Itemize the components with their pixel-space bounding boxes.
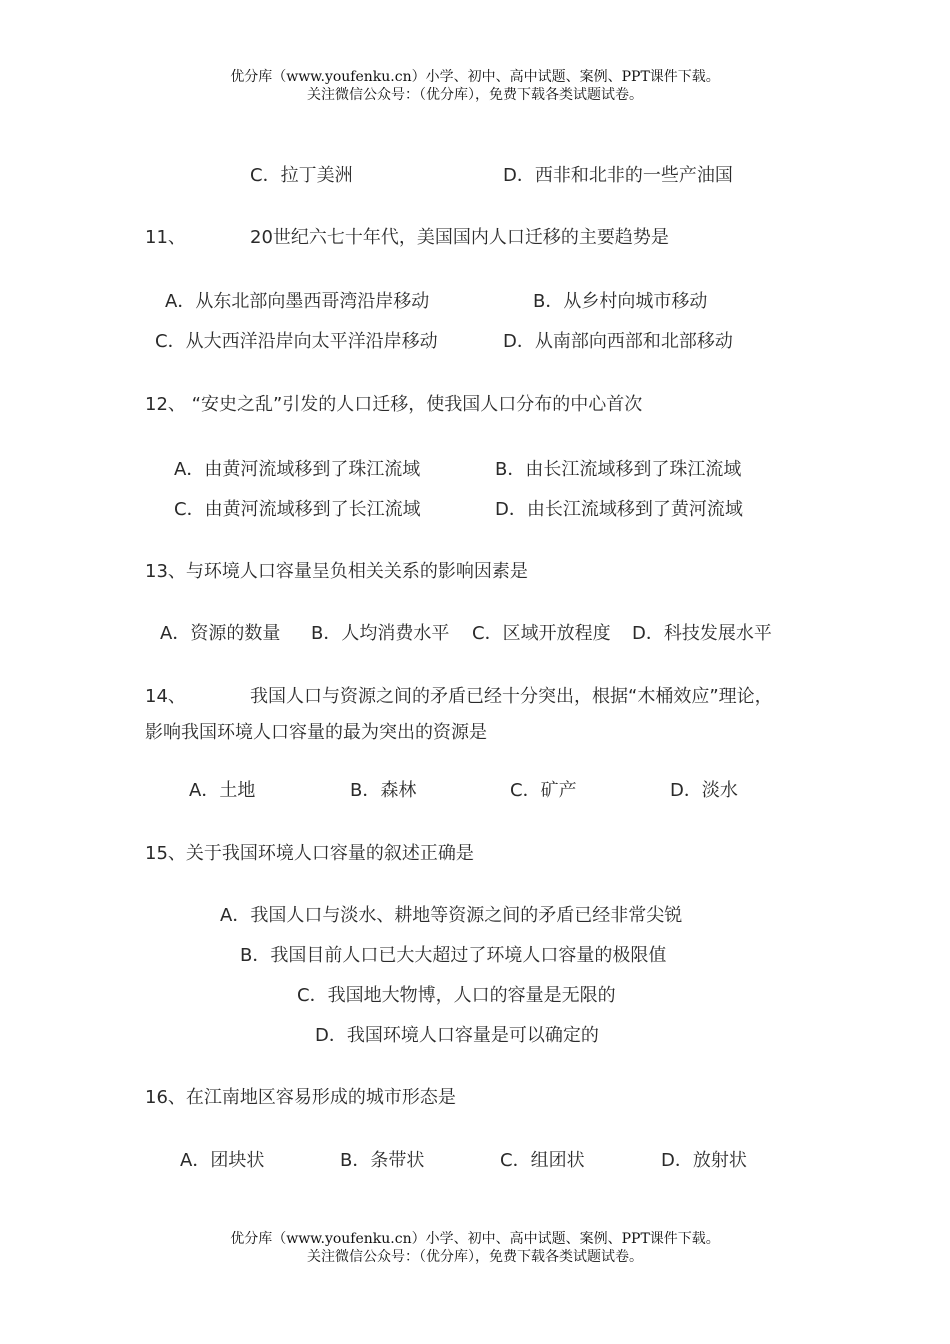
q11-option-c: C．从大西洋沿岸向太平洋沿岸移动 (155, 331, 438, 352)
q12-option-d: D．由长江流域移到了黄河流域 (495, 499, 743, 520)
q15-option-b: B．我国目前人口已大大超过了环境人口容量的极限值 (240, 945, 667, 966)
q16-option-b: B．条带状 (340, 1150, 425, 1171)
q13-option-a: A．资源的数量 (160, 623, 281, 644)
q11-option-d: D．从南部向西部和北部移动 (503, 331, 733, 352)
q11-stem: 20世纪六七十年代，美国国内人口迁移的主要趋势是 (250, 227, 669, 248)
q15-option-d: D．我国环境人口容量是可以确定的 (315, 1025, 599, 1046)
q14-option-d: D．淡水 (670, 780, 738, 801)
q14-stem-line-2: 影响我国环境人口容量的最为突出的资源是 (145, 722, 487, 743)
q14-stem-line-1: 我国人口与资源之间的矛盾已经十分突出，根据“木桶效应”理论， (250, 686, 773, 707)
q14-option-c: C．矿产 (510, 780, 577, 801)
q12-option-c: C．由黄河流域移到了长江流域 (174, 499, 421, 520)
q15-option-c: C．我国地大物博，人口的容量是无限的 (297, 985, 616, 1006)
footer-line-1: 优分库（www.youfenku.cn）小学、初中、高中试题、案例、PPT课件下载。 (230, 1231, 720, 1247)
q12-option-a: A．由黄河流域移到了珠江流域 (174, 459, 421, 480)
q14-number: 14、 (145, 686, 186, 707)
q15-stem: 15、关于我国环境人口容量的叙述正确是 (145, 843, 474, 864)
q13-option-b: B．人均消费水平 (311, 623, 450, 644)
q10-option-d: D．西非和北非的一些产油国 (503, 165, 733, 186)
header-line-1: 优分库（www.youfenku.cn）小学、初中、高中试题、案例、PPT课件下载。 (230, 69, 720, 85)
q16-option-c: C．组团状 (500, 1150, 585, 1171)
q11-option-a: A．从东北部向墨西哥湾沿岸移动 (165, 291, 430, 312)
q10-option-c: C．拉丁美洲 (250, 165, 353, 186)
q11-option-b: B．从乡村向城市移动 (533, 291, 708, 312)
q13-option-c: C．区域开放程度 (472, 623, 611, 644)
q11-number: 11、 (145, 227, 186, 248)
q15-option-a: A．我国人口与淡水、耕地等资源之间的矛盾已经非常尖锐 (220, 905, 683, 926)
header-line-2: 关注微信公众号：（优分库），免费下载各类试题试卷。 (307, 87, 643, 103)
q12-option-b: B．由长江流域移到了珠江流域 (495, 459, 742, 480)
q13-stem: 13、与环境人口容量呈负相关关系的影响因素是 (145, 561, 528, 582)
page-header (0, 68, 950, 104)
q14-option-a: A．土地 (189, 780, 256, 801)
q16-option-d: D．放射状 (661, 1150, 747, 1171)
q14-option-b: B．森林 (350, 780, 417, 801)
q13-option-d: D．科技发展水平 (632, 623, 772, 644)
q16-option-a: A．团块状 (180, 1150, 265, 1171)
q12-stem: 12、 “安史之乱”引发的人口迁移，使我国人口分布的中心首次 (145, 394, 643, 415)
q16-stem: 16、在江南地区容易形成的城市形态是 (145, 1087, 456, 1108)
footer-line-2: 关注微信公众号：（优分库），免费下载各类试题试卷。 (307, 1249, 643, 1265)
page-footer (0, 1230, 950, 1266)
